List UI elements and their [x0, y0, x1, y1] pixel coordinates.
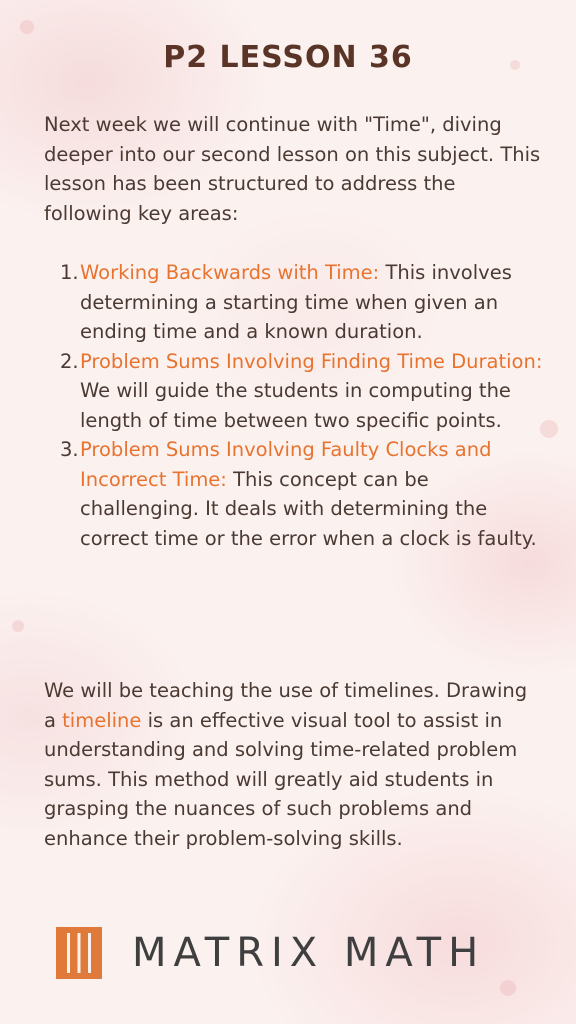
list-item-text: This involves determining a starting time when given an ending time and a known duration.: [80, 261, 512, 343]
closing-text-before: We will be teaching the use of timelines. Drawing a: [44, 679, 528, 732]
intro-paragraph: Next week we will continue with "Time", diving deeper into our second lesson on this subject. This lesson has been structured to address the following key areas:: [44, 113, 541, 225]
background-splatter: [12, 620, 24, 632]
brand-name: MATRIX MATH: [132, 930, 486, 976]
brand-footer: [56, 926, 485, 980]
timeline-highlight: timeline: [62, 708, 142, 732]
list-item-heading: Problem Sums Involving Faulty Clocks and Incorrect Time:: [80, 438, 492, 491]
closing-paragraph: [44, 676, 544, 853]
background-splatter: [500, 980, 516, 996]
key-areas-list: [46, 258, 546, 553]
closing-text-after: is an effective visual tool to assist in understanding and solving time-related problem sums. This method will greatly aid students in grasping the nuances of such problems and enhance their problem-solving skills.: [44, 708, 518, 850]
list-number: 2.: [60, 349, 79, 373]
list-item: [46, 435, 546, 553]
list-item-heading: Problem Sums Involving Finding Time Duration:: [80, 349, 543, 373]
list-number: 3.: [60, 438, 79, 461]
list-item: [46, 258, 546, 347]
matrix-math-logo-icon: [56, 927, 102, 979]
list-item: [46, 347, 546, 436]
list-number: 1.: [60, 261, 79, 284]
page-title: P2 LESSON 36: [163, 40, 413, 75]
list-item-text: This concept can be challenging. It deals with determining the correct time or the error when a clock is faulty.: [80, 467, 537, 550]
list-item-text: We will guide the students in computing the length of time between two specific points.: [80, 379, 511, 432]
list-item-heading: Working Backwards with Time:: [80, 261, 380, 284]
background-splatter: [20, 20, 34, 34]
